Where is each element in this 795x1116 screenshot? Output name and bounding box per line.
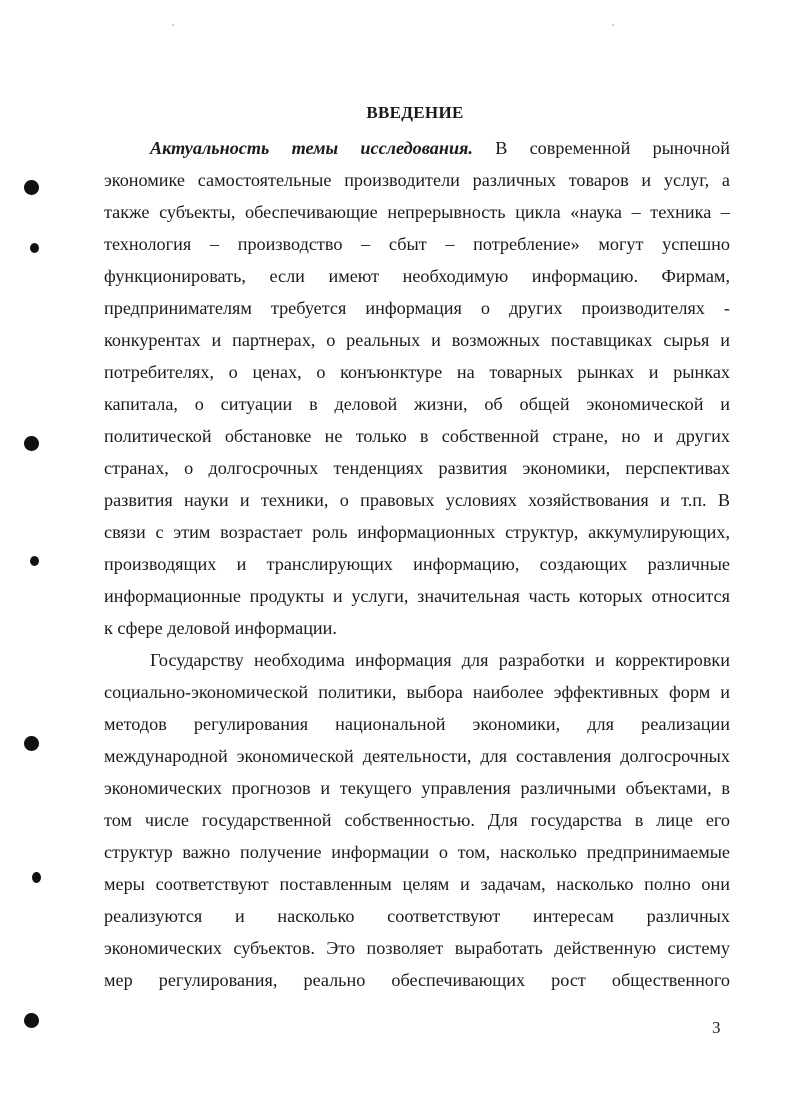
text-line: связи с этим возрастает роль информационных структур, аккумулирующих, — [104, 522, 730, 542]
text-line: странах, о долгосрочных тенденциях развития экономики, перспективах — [104, 458, 730, 478]
text-line: информационные продукты и услуги, значительная часть которых относится — [104, 586, 730, 606]
text-line: производящих и транслирующих информацию, создающих различные — [104, 554, 730, 574]
text-line: экономических субъектов. Это позволяет выработать действенную систему — [104, 938, 730, 958]
text-line: политической обстановке не только в собственной стране, но и других — [104, 426, 730, 446]
text-line: структур важно получение информации о том, насколько предпринимаемые — [104, 842, 730, 862]
text-line: технология – производство – сбыт – потребление» могут успешно — [104, 234, 730, 254]
text-line: к сфере деловой информации. — [104, 618, 337, 638]
text-line: международной экономической деятельности, для составления долгосрочных — [104, 746, 730, 766]
text-line: потребителях, о ценах, о конъюнктуре на товарных рынках и рынках — [104, 362, 730, 382]
text-line: также субъекты, обеспечивающие непрерывность цикла «наука – техника – — [104, 202, 730, 222]
text-line: методов регулирования национальной экономики, для реализации — [104, 714, 730, 734]
binder-hole-3 — [24, 436, 39, 451]
binder-hole-7 — [24, 1013, 39, 1028]
text-line: мер регулирования, реально обеспечивающих рост общественного — [104, 970, 730, 990]
text-line: Государству необходима информация для разработки и корректировки — [150, 650, 730, 670]
text-line — [150, 137, 730, 159]
scan-speck — [172, 24, 174, 26]
text-line: развития науки и техники, о правовых условиях хозяйствования и т.п. В — [104, 490, 730, 510]
text-line: капитала, о ситуации в деловой жизни, об общей экономической и — [104, 394, 730, 414]
text-line: социально-экономической политики, выбора наиболее эффективных форм и — [104, 682, 730, 702]
text-line: реализуются и насколько соответствуют интересам различных — [104, 906, 730, 926]
binder-hole-6 — [32, 872, 41, 883]
text-line-content: В современной рыночной — [472, 138, 730, 158]
binder-hole-1 — [24, 180, 39, 195]
page-title: ВВЕДЕНИЕ — [366, 103, 464, 122]
text-line: экономических прогнозов и текущего управления различными объектами, в — [104, 778, 730, 798]
text-line: конкурентах и партнерах, о реальных и возможных поставщиках сырья и — [104, 330, 730, 350]
binder-hole-2 — [30, 243, 39, 253]
binder-hole-5 — [24, 736, 39, 751]
text-line: функционировать, если имеют необходимую информацию. Фирмам, — [104, 266, 730, 286]
text-line: экономике самостоятельные производители различных товаров и услуг, а — [104, 170, 730, 190]
paragraph-lead: Актуальность темы исследования. — [150, 138, 473, 158]
scan-speck — [612, 24, 614, 26]
page-number: 3 — [712, 1018, 721, 1037]
binder-hole-4 — [30, 556, 39, 566]
text-line: том числе государственной собственностью. Для государства в лице его — [104, 810, 730, 830]
text-line: предпринимателям требуется информация о других производителях - — [104, 298, 730, 318]
text-line: меры соответствуют поставленным целям и задачам, насколько полно они — [104, 874, 730, 894]
